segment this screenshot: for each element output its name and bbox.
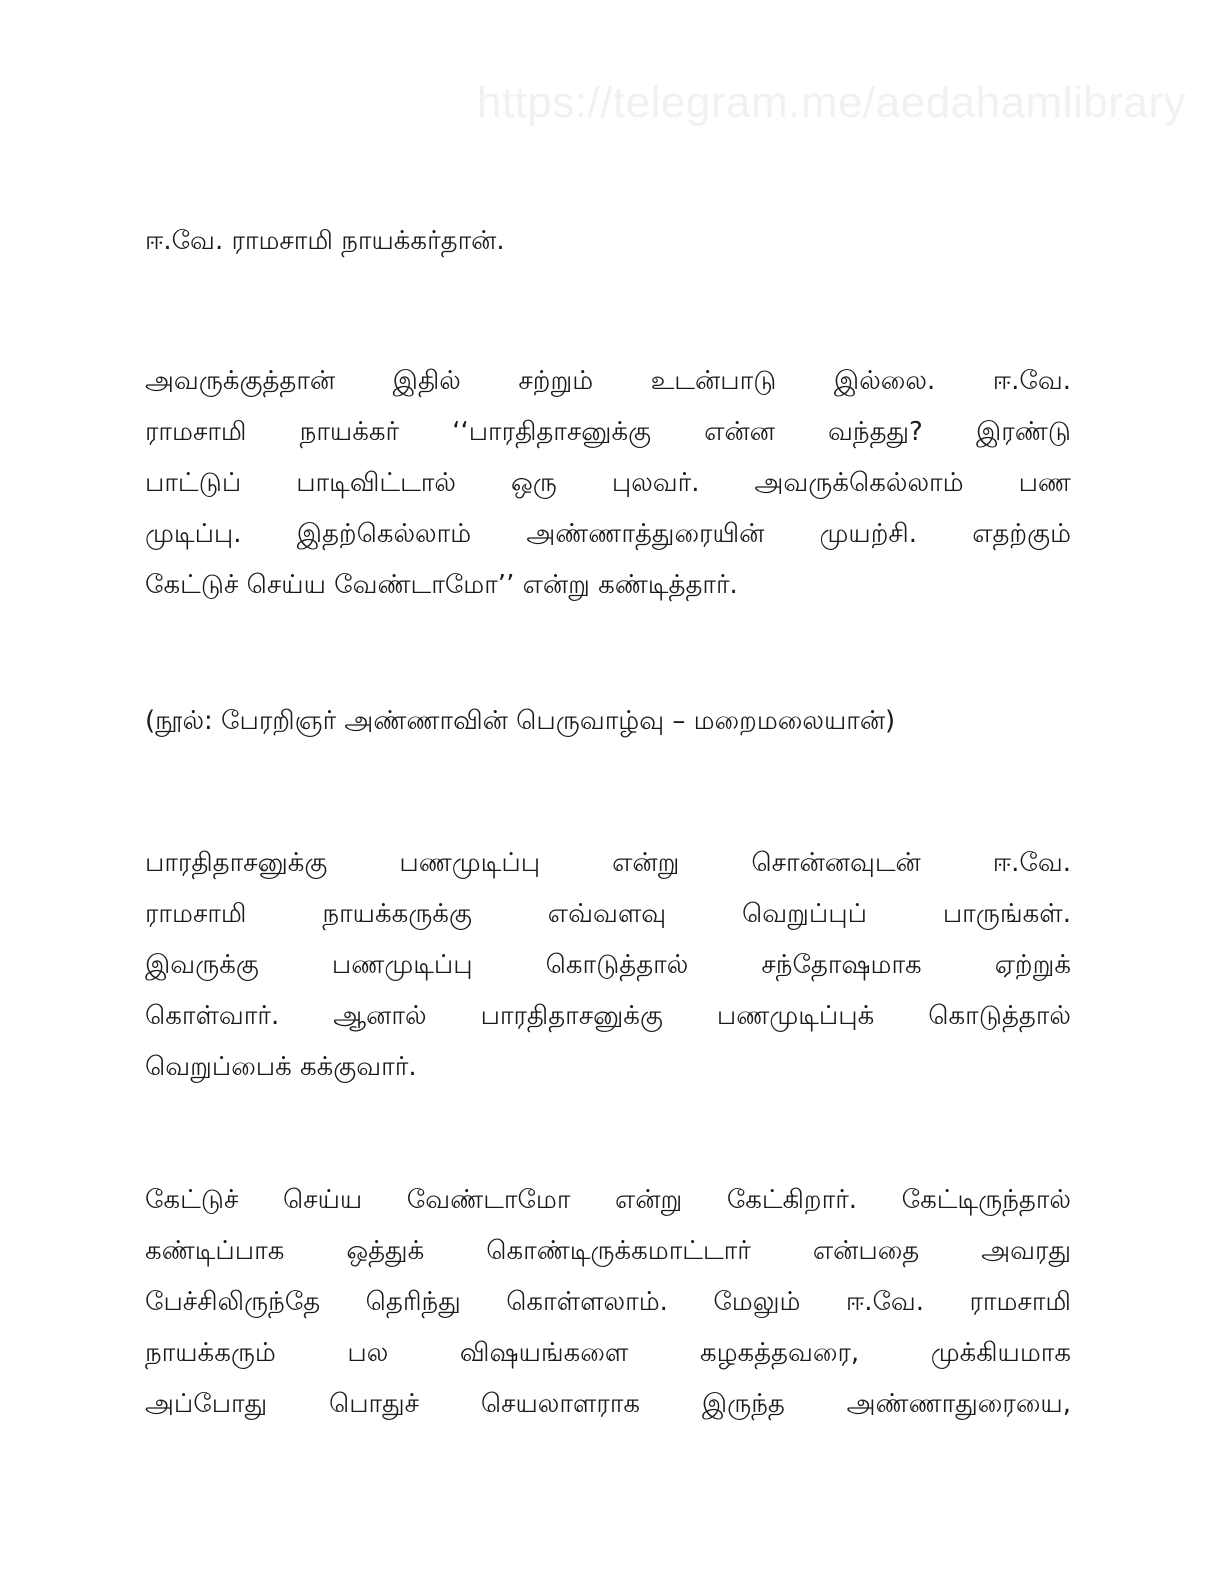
text-line: (நூல்: பேரறிஞர் அண்ணாவின் பெருவாழ்வு – மறைமலையான்): [145, 706, 896, 736]
text-line: கேட்டுச் செய்ய வேண்டாமோ என்று கேட்கிறார். கேட்டிருந்தால்: [145, 1185, 1071, 1215]
text-line: கேட்டுச் செய்ய வேண்டாமோ’’ என்று கண்டித்தார்.: [145, 570, 738, 600]
text-line: அப்போது பொதுச் செயலாளராக இருந்த அண்ணாதுரையை,: [145, 1389, 1071, 1419]
paragraph-3: [145, 838, 1071, 1093]
text-line: முடிப்பு. இதற்கெல்லாம் அண்ணாத்துரையின் முயற்சி. எதற்கும்: [145, 519, 1071, 549]
paragraph-4: [145, 1175, 1071, 1430]
text-line: பாட்டுப் பாடிவிட்டால் ஒரு புலவர். அவருக்கெல்லாம் பண: [145, 468, 1071, 498]
book-citation: [145, 696, 1071, 747]
text-line: ஈ.வே. ராமசாமி நாயக்கர்தான்.: [145, 226, 505, 256]
watermark-text: https://telegram.me/aedahamlibrary: [476, 78, 1186, 127]
text-line: இவருக்கு பணமுடிப்பு கொடுத்தால் சந்தோஷமாக ஏற்றுக்: [145, 950, 1071, 980]
text-line: கண்டிப்பாக ஒத்துக் கொண்டிருக்கமாட்டார் என்பதை அவரது: [145, 1236, 1071, 1266]
paragraph-1: [145, 216, 1071, 267]
text-line: வெறுப்பைக் கக்குவார்.: [145, 1052, 417, 1082]
text-line: ராமசாமி நாயக்கர் ‘‘பாரதிதாசனுக்கு என்ன வந்தது? இரண்டு: [145, 417, 1071, 447]
text-line: பாரதிதாசனுக்கு பணமுடிப்பு என்று சொன்னவுடன் ஈ.வே.: [145, 848, 1071, 878]
paragraph-2: [145, 356, 1071, 611]
text-line: கொள்வார். ஆனால் பாரதிதாசனுக்கு பணமுடிப்புக் கொடுத்தால்: [145, 1001, 1071, 1031]
text-line: அவருக்குத்தான் இதில் சற்றும் உடன்பாடு இல்லை. ஈ.வே.: [145, 366, 1071, 396]
text-line: ராமசாமி நாயக்கருக்கு எவ்வளவு வெறுப்புப் பாருங்கள்.: [145, 899, 1071, 929]
text-line: பேச்சிலிருந்தே தெரிந்து கொள்ளலாம். மேலும் ஈ.வே. ராமசாமி: [145, 1287, 1071, 1317]
text-line: நாயக்கரும் பல விஷயங்களை கழகத்தவரை, முக்கியமாக: [145, 1338, 1071, 1368]
